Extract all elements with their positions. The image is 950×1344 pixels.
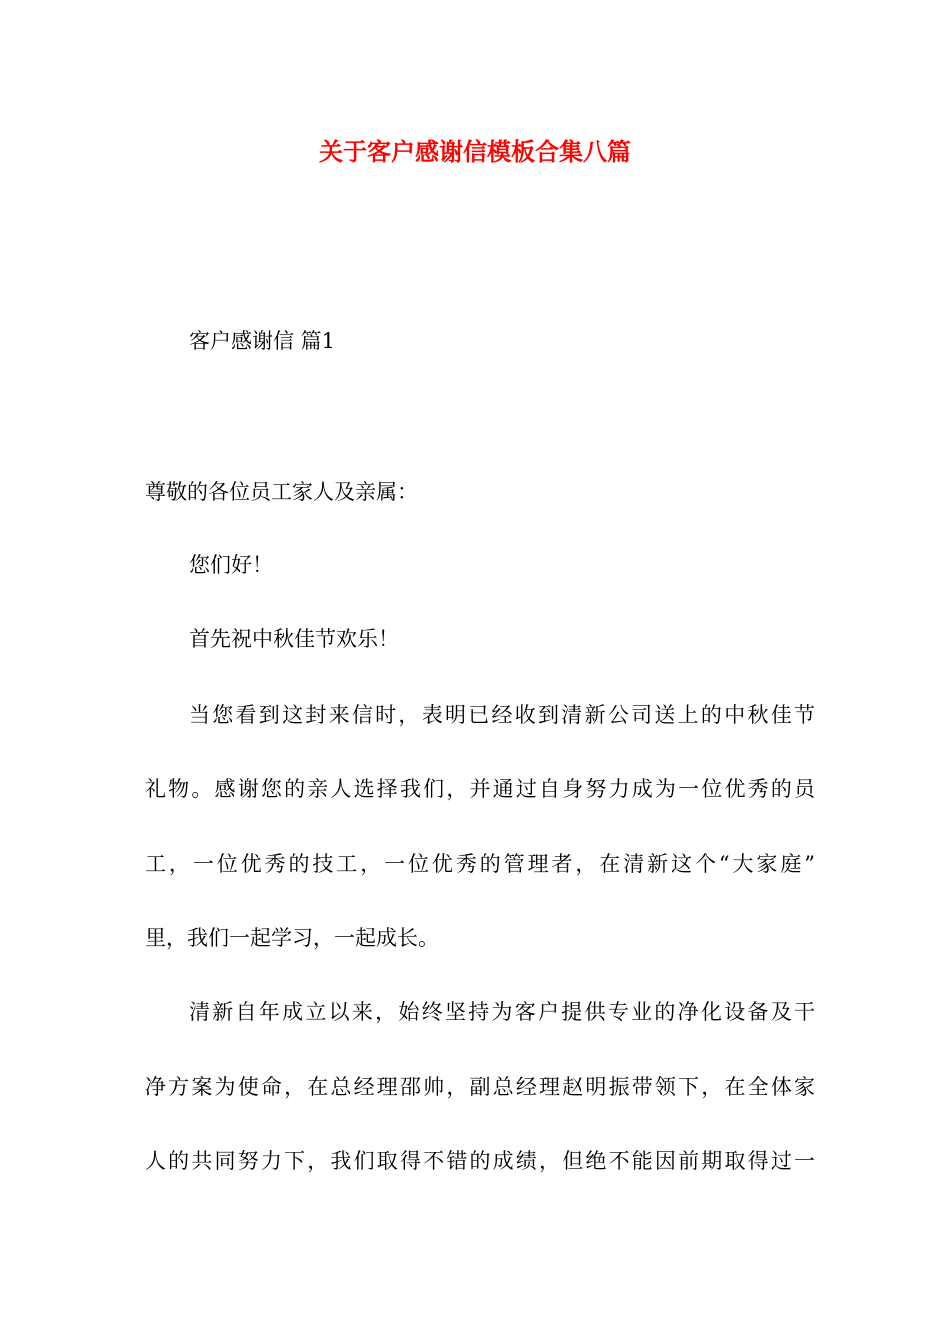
- body-line-5: 清新自年成立以来，始终坚持为客户提供专业的净化设备及干: [189, 1000, 815, 1024]
- document-title: 关于客户感谢信模板合集八篇: [319, 138, 631, 166]
- paragraph-festival-wish: 首先祝中秋佳节欢乐！: [189, 627, 399, 651]
- paragraph-hello: 您们好！: [189, 553, 273, 577]
- body-line-6: 净方案为使命，在总经理邵帅，副总经理赵明振带领下，在全体家: [145, 1075, 815, 1099]
- body-line-3: 工，一位优秀的技工，一位优秀的管理者，在清新这个“大家庭”: [145, 852, 815, 876]
- body-line-7: 人的共同努力下，我们取得不错的成绩，但绝不能因前期取得过一: [145, 1149, 815, 1173]
- body-line-1: 当您看到这封来信时，表明已经收到清新公司送上的中秋佳节: [189, 703, 815, 727]
- greeting: 尊敬的各位员工家人及亲属：: [145, 480, 418, 504]
- body-line-2: 礼物。感谢您的亲人选择我们，并通过自身努力成为一位优秀的员: [145, 777, 815, 801]
- body-line-4: 里，我们一起学习，一起成长。: [145, 926, 439, 950]
- section-heading: 客户感谢信 篇1: [189, 329, 336, 353]
